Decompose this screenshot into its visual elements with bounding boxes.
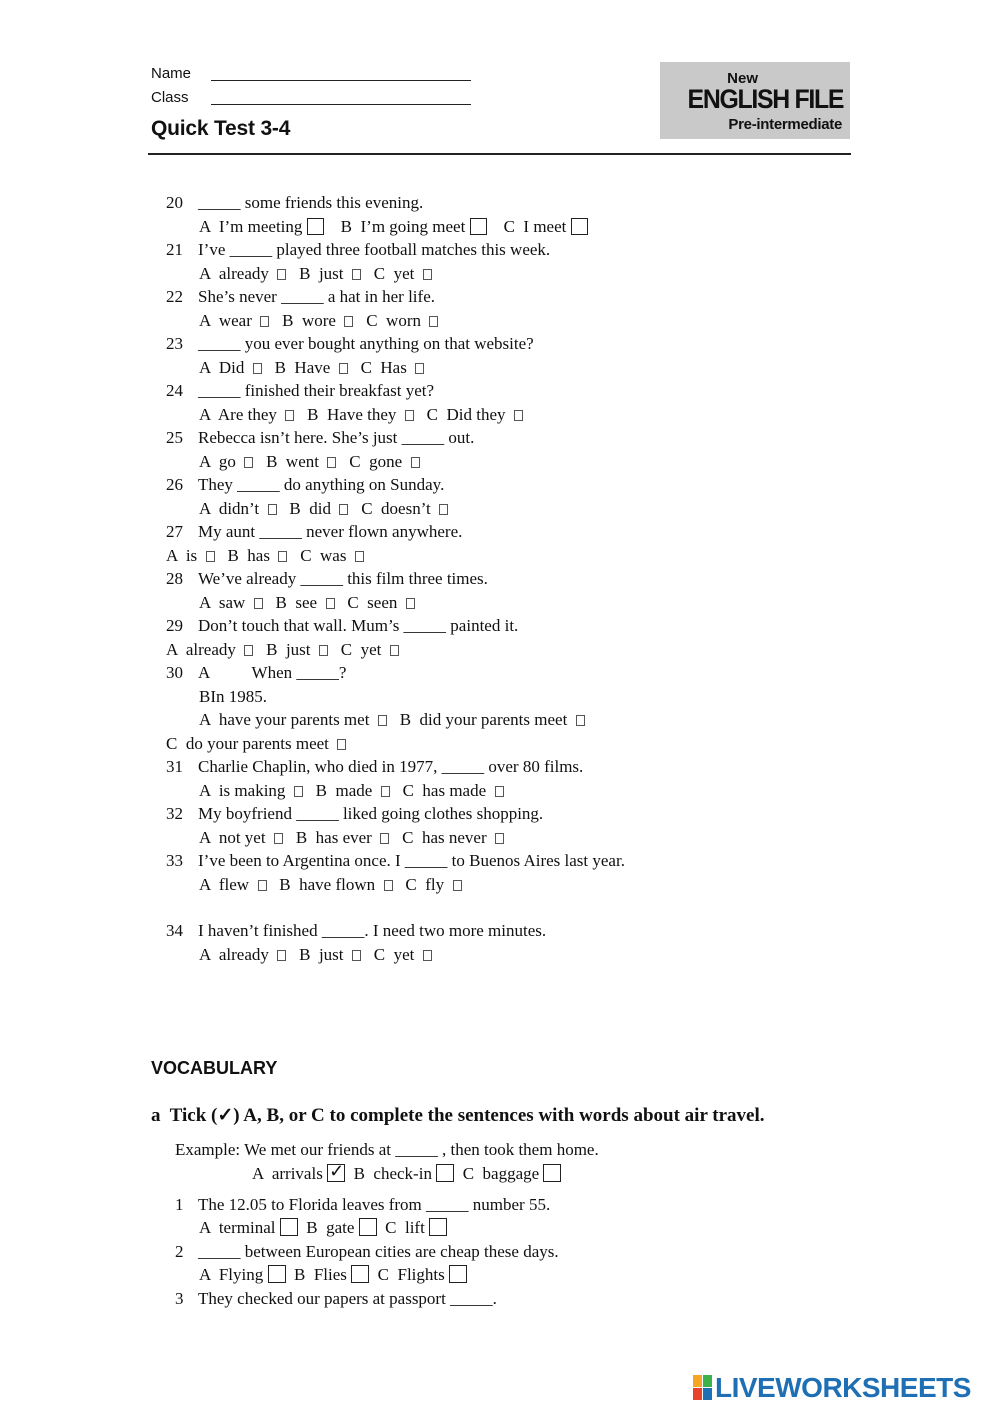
question-32 — [166, 804, 543, 824]
option-a: A I’m meeting — [199, 217, 303, 236]
header-divider — [148, 153, 851, 155]
question-26 — [166, 475, 444, 495]
option-c: C yet — [373, 945, 415, 964]
option-a-checkbox[interactable] — [378, 715, 387, 726]
question-30 — [166, 663, 346, 683]
option-a: A already — [199, 945, 269, 964]
question-21-options — [199, 264, 432, 284]
option-a-checkbox[interactable] — [260, 316, 269, 327]
option-b-checkbox[interactable] — [278, 551, 287, 562]
option-b: B did your parents meet — [399, 710, 568, 729]
item-stem: _____ between European cities are cheap these days. — [198, 1242, 559, 1261]
option-a: A is making — [199, 781, 286, 800]
option-a-checkbox[interactable] — [254, 598, 263, 609]
option-b: B did — [289, 499, 331, 518]
vocab-item-1-options — [199, 1218, 447, 1238]
vocab-item-2-options — [199, 1265, 467, 1285]
question-number: 26 — [166, 475, 183, 494]
example-text: We met our friends at _____ , then took them home. — [244, 1140, 599, 1159]
question-22-options — [199, 311, 438, 331]
option-b: B see — [275, 593, 318, 612]
page-title: Quick Test 3-4 — [151, 117, 291, 140]
option-c-checkbox[interactable] — [571, 218, 588, 235]
question-number: 34 — [166, 921, 183, 940]
vocabulary-heading: VOCABULARY — [151, 1058, 278, 1078]
option-b-checkbox[interactable] — [381, 786, 390, 797]
question-stem: Don’t touch that wall. Mum’s _____ painted it. — [198, 616, 519, 635]
question-23 — [166, 334, 534, 354]
question-number: 32 — [166, 804, 183, 823]
option-a-checkbox[interactable] — [268, 1265, 286, 1283]
option-b-checkbox[interactable] — [327, 457, 336, 468]
question-stem: My aunt _____ never flown anywhere. — [198, 522, 463, 541]
option-c: C gone — [349, 452, 403, 471]
option-a: A saw — [199, 593, 246, 612]
option-c: C do your parents meet — [166, 734, 329, 753]
option-a: A Did — [199, 358, 245, 377]
option-c-checkbox[interactable] — [439, 504, 448, 515]
liveworksheets-icon — [693, 1375, 713, 1401]
question-stem: _____ finished their breakfast yet? — [198, 381, 435, 400]
option-c-checkbox[interactable] — [415, 363, 424, 374]
option-c: C has made — [402, 781, 487, 800]
option-c: C yet — [340, 640, 382, 659]
option-b-checkbox[interactable] — [339, 504, 348, 515]
option-a-checkbox[interactable] — [277, 950, 286, 961]
option-c: C fly — [405, 875, 445, 894]
option-c: C baggage — [462, 1164, 540, 1183]
question-number: 21 — [166, 240, 183, 259]
question-25 — [166, 428, 474, 448]
option-c-checkbox[interactable] — [495, 833, 504, 844]
question-30-options-ab — [199, 710, 585, 730]
class-field[interactable] — [211, 104, 471, 105]
option-b: B I’m going meet — [340, 217, 466, 236]
option-a: A Are they — [199, 405, 277, 424]
question-number: 22 — [166, 287, 183, 306]
option-c-checkbox[interactable] — [495, 786, 504, 797]
question-30-options-c — [166, 734, 346, 754]
option-b: B went — [266, 452, 319, 471]
question-number: 20 — [166, 193, 183, 212]
vocabulary-instruction — [151, 1104, 765, 1127]
option-a-checkbox[interactable] — [253, 363, 262, 374]
vocab-item-2 — [175, 1242, 559, 1262]
option-c: C worn — [366, 311, 421, 330]
question-34-options — [199, 945, 432, 965]
option-b: B check-in — [353, 1164, 432, 1183]
option-b-checkbox[interactable] — [344, 316, 353, 327]
option-b: B just — [299, 264, 344, 283]
option-b: B has — [227, 546, 270, 565]
example-options — [252, 1161, 561, 1184]
question-stem: My boyfriend _____ liked going clothes shopping. — [198, 804, 544, 823]
option-b-checkbox[interactable] — [351, 1265, 369, 1283]
option-a-checkbox[interactable] — [307, 218, 324, 235]
option-a: A already — [166, 640, 236, 659]
option-a-checkbox[interactable] — [285, 410, 294, 421]
option-a: A terminal — [199, 1218, 276, 1237]
question-33-options — [199, 875, 462, 895]
question-32-options — [199, 828, 504, 848]
option-c-checkbox[interactable] — [429, 1218, 447, 1236]
option-a-checkbox[interactable] — [280, 1218, 298, 1236]
option-a: A wear — [199, 311, 252, 330]
option-c-checkbox[interactable] — [514, 410, 523, 421]
question-20 — [166, 193, 423, 213]
option-b: B just — [266, 640, 311, 659]
option-c: C Did they — [426, 405, 506, 424]
option-c: C I meet — [503, 217, 567, 236]
option-a: A Flying — [199, 1265, 264, 1284]
question-31 — [166, 757, 583, 777]
item-number: 1 — [175, 1195, 184, 1214]
option-a: A arrivals — [252, 1164, 323, 1183]
option-a-checkbox[interactable] — [258, 880, 267, 891]
question-stem: I haven’t finished _____. I need two more minutes. — [198, 921, 547, 940]
option-c-checkbox[interactable] — [390, 645, 399, 656]
question-24 — [166, 381, 434, 401]
option-a-checkbox[interactable] — [206, 551, 215, 562]
vocab-item-1 — [175, 1195, 550, 1215]
option-c-checkbox[interactable] — [423, 269, 432, 280]
question-25-options — [199, 452, 420, 472]
question-28-options — [199, 593, 415, 613]
question-stem: We’ve already _____ this film three times. — [198, 569, 488, 588]
option-c-checkbox[interactable] — [453, 880, 462, 891]
option-b: B Flies — [294, 1265, 347, 1284]
question-number: 31 — [166, 757, 183, 776]
option-c-checkbox[interactable] — [406, 598, 415, 609]
option-b-checkbox[interactable] — [576, 715, 585, 726]
option-c: C has never — [402, 828, 487, 847]
question-stem: I’ve _____ played three football matches this week. — [198, 240, 551, 259]
option-c: C yet — [373, 264, 415, 283]
question-20-options — [199, 217, 588, 237]
example-label: Example: — [175, 1140, 241, 1159]
example-stem — [175, 1140, 599, 1160]
question-stem: A When _____? — [198, 663, 347, 682]
question-number: 24 — [166, 381, 183, 400]
option-a-checkbox[interactable] — [244, 645, 253, 656]
question-27-options — [166, 546, 364, 566]
english-file-logo — [660, 62, 850, 139]
option-c-checkbox[interactable] — [429, 316, 438, 327]
name-label: Name — [151, 65, 192, 82]
question-33 — [166, 851, 625, 871]
option-b-checkbox[interactable] — [359, 1218, 377, 1236]
question-number: 30 — [166, 663, 183, 682]
instruction-text: Tick (✓) A, B, or C to complete the sentences with words about air travel. — [169, 1105, 765, 1126]
option-b-checkbox[interactable] — [405, 410, 414, 421]
option-c: C Flights — [377, 1265, 445, 1284]
option-c-checkbox[interactable] — [411, 457, 420, 468]
question-30-reply: BIn 1985. — [199, 687, 267, 706]
option-a: A have your parents met — [199, 710, 370, 729]
option-a: A go — [199, 452, 236, 471]
option-a: A not yet — [199, 828, 266, 847]
question-number: 23 — [166, 334, 183, 353]
option-c-checkbox[interactable] — [337, 739, 346, 750]
option-b-checkbox[interactable] — [470, 218, 487, 235]
option-c: C doesn’t — [361, 499, 431, 518]
option-b-checkbox[interactable] — [352, 269, 361, 280]
question-number: 27 — [166, 522, 183, 541]
question-number: 33 — [166, 851, 183, 870]
option-b-checkbox[interactable] — [326, 598, 335, 609]
option-a-checkbox[interactable] — [274, 833, 283, 844]
brand-name: LIVEWORKSHEETS — [715, 1372, 971, 1403]
question-stem: Rebecca isn’t here. She’s just _____ out. — [198, 428, 475, 447]
item-stem: The 12.05 to Florida leaves from _____ number 55. — [198, 1195, 551, 1214]
question-number: 25 — [166, 428, 183, 447]
question-29-options — [166, 640, 399, 660]
name-field[interactable] — [211, 80, 471, 81]
option-b: B have flown — [279, 875, 376, 894]
option-b-checkbox[interactable] — [339, 363, 348, 374]
option-b: B has ever — [295, 828, 372, 847]
option-c-checkbox[interactable] — [423, 950, 432, 961]
question-22 — [166, 287, 435, 307]
item-stem: They checked our papers at passport _____. — [198, 1289, 497, 1308]
question-26-options — [199, 499, 448, 519]
option-a-checkbox[interactable] — [268, 504, 277, 515]
option-c: C Has — [360, 358, 407, 377]
question-24-options — [199, 405, 523, 425]
question-number: 29 — [166, 616, 183, 635]
option-a: A already — [199, 264, 269, 283]
logo-line2: ENGLISH FILE — [687, 84, 843, 114]
instruction-letter: a — [151, 1105, 161, 1126]
vocab-item-3 — [175, 1289, 497, 1309]
logo-line1: New — [727, 70, 758, 87]
question-34 — [166, 921, 546, 941]
option-a: A flew — [199, 875, 250, 894]
option-c-checkbox[interactable] — [355, 551, 364, 562]
question-stem: Charlie Chaplin, who died in 1977, _____ over 80 films. — [198, 757, 584, 776]
question-28 — [166, 569, 488, 589]
option-b: B Have — [274, 358, 331, 377]
question-21 — [166, 240, 550, 260]
option-c-checkbox[interactable] — [543, 1164, 561, 1182]
option-b: B wore — [282, 311, 336, 330]
question-stem: They _____ do anything on Sunday. — [198, 475, 445, 494]
option-a: A is — [166, 546, 198, 565]
question-29 — [166, 616, 518, 636]
option-c: C was — [300, 546, 347, 565]
option-b: B gate — [306, 1218, 355, 1237]
question-23-options — [199, 358, 424, 378]
option-c: C lift — [385, 1218, 425, 1237]
option-a-checkbox-ticked[interactable] — [327, 1161, 345, 1182]
question-stem: _____ you ever bought anything on that website? — [198, 334, 534, 353]
question-stem: She’s never _____ a hat in her life. — [198, 287, 435, 306]
question-stem: I’ve been to Argentina once. I _____ to Buenos Aires last year. — [198, 851, 625, 870]
question-31-options — [199, 781, 504, 801]
option-b: B made — [315, 781, 373, 800]
option-b-checkbox[interactable] — [352, 950, 361, 961]
option-b: B Have they — [307, 405, 397, 424]
item-number: 3 — [175, 1289, 184, 1308]
option-c: C seen — [347, 593, 398, 612]
option-a-checkbox[interactable] — [294, 786, 303, 797]
option-a-checkbox[interactable] — [277, 269, 286, 280]
option-c-checkbox[interactable] — [449, 1265, 467, 1283]
option-b-checkbox[interactable] — [384, 880, 393, 891]
option-b-checkbox[interactable] — [380, 833, 389, 844]
item-number: 2 — [175, 1242, 184, 1261]
class-label: Class — [151, 89, 189, 106]
option-a-checkbox[interactable] — [244, 457, 253, 468]
question-stem: _____ some friends this evening. — [198, 193, 424, 212]
question-number: 28 — [166, 569, 183, 588]
logo-line3: Pre-intermediate — [728, 116, 842, 133]
option-a: A didn’t — [199, 499, 260, 518]
option-b: B just — [299, 945, 344, 964]
option-b-checkbox[interactable] — [436, 1164, 454, 1182]
question-27 — [166, 522, 462, 542]
checkmark-icon: ✓ — [329, 1161, 345, 1181]
option-b-checkbox[interactable] — [319, 645, 328, 656]
